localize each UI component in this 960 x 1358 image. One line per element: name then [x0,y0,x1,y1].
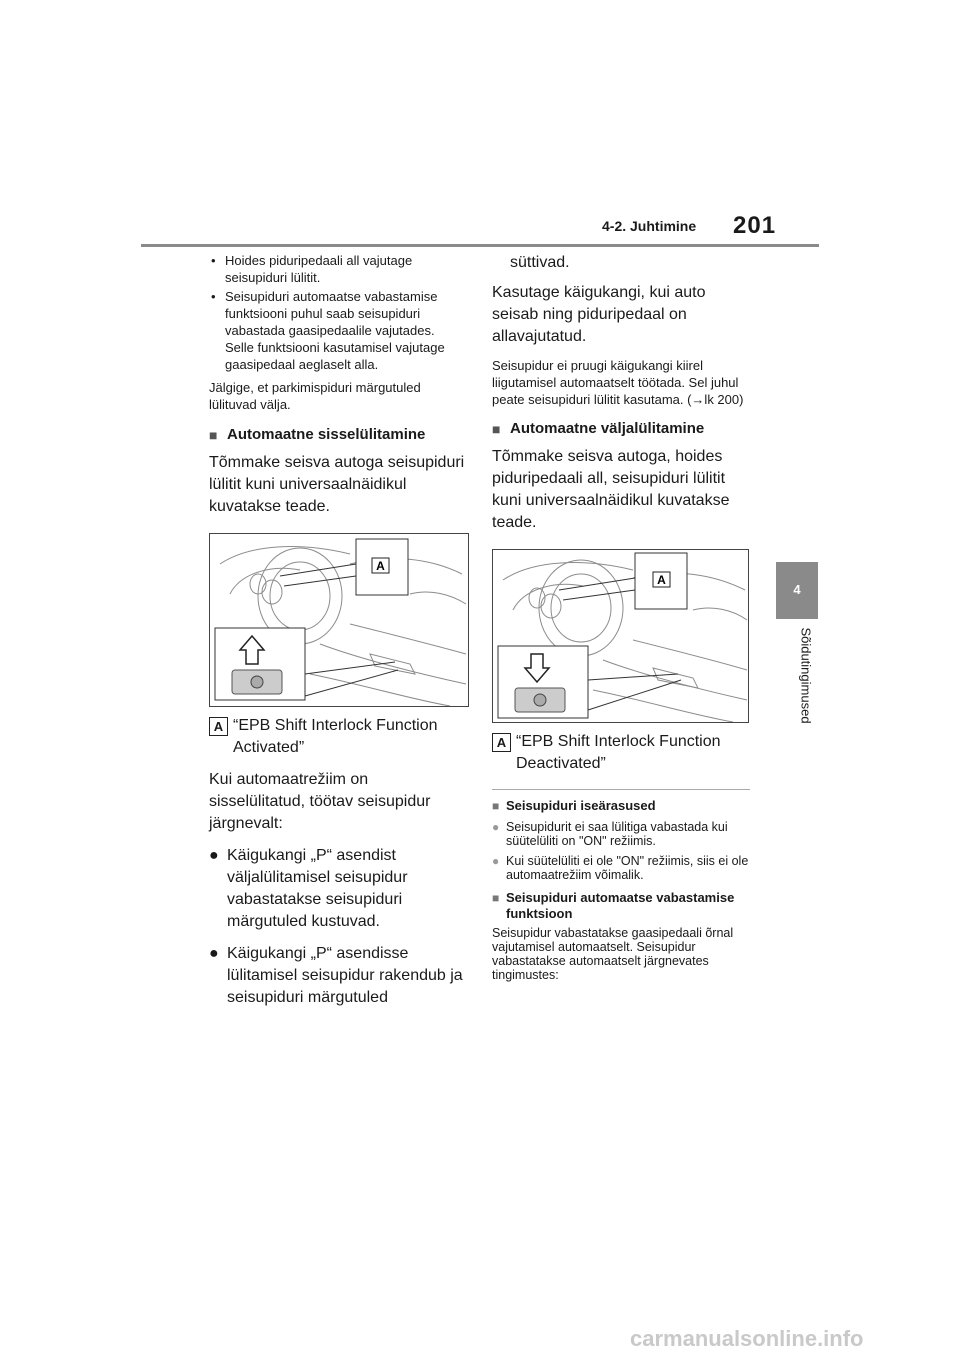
note-heading: ■ Seisupiduri iseärasused [492,798,656,813]
bullet-dot-icon: ● [492,820,500,834]
steering-console-illustration [210,534,468,706]
bullet-item: • Seisupiduri automaatse vabastamise funktsiooni puhul saab seisupiduri vabastada gaasipedaalile vajutades. Selle funktsiooni kasutamisel vajutage gaasipedaal aeglaselt alla. [209,288,467,373]
callout-label: A [209,717,228,736]
chapter-label: Sõidutingimused [798,627,814,724]
page-number: 201 [733,212,777,239]
note-paragraph: Seisupidur vabastatakse gaasipedaali õrnal vajutamisel automaatselt. Seisupidur vabastatakse automaatselt järgnevates tingimustes: [492,926,734,982]
note-item: ● Kui süütelüliti ei ole "ON" režiimis, siis ei ole automaatrežiim võimalik. [492,854,749,882]
watermark: carmanualsonline.info [630,1326,864,1351]
square-bullet-icon: ■ [492,891,500,905]
bullet-item: • Hoides piduripedaali all vajutage seisupiduri lülitit. [209,252,467,286]
steering-console-illustration [493,550,748,722]
chapter-number: 4 [793,582,801,597]
intro-paragraph: Tõmmake seisva autoga seisupiduri lülitit kuni universaalnäidikul kuvatakse teade. [209,454,465,515]
list-item: ● Käigukangi „P“ asendist väljalülitamisel seisupidur vabastatakse seisupiduri märgutuled kustuvad. [209,847,408,930]
bullet-dot-icon: ● [209,847,219,864]
notes-box [492,789,750,982]
callout-caption: A “EPB Shift Interlock Function Activated” [209,715,467,759]
section-heading: ■ Automaatne sisselülitamine [209,426,426,443]
note-text: Jälgige, et parkimispiduri märgutuled lülituvad välja. [209,380,421,412]
note-text: Seisupidur ei pruugi käigukangi kiirel liigutamisel automaatselt töötada. Sel juhul peate seisupiduri lülitit kasutama. (→lk 200) [492,358,744,407]
list-item: ● Käigukangi „P“ asendisse lülitamisel seisupidur rakendub ja seisupiduri märgutuled [209,945,463,1006]
left-column [209,252,467,1009]
intro-paragraph: Tõmmake seisva autoga, hoides piduripedaali all, seisupiduri lülitit kuni universaalnäidikul kuvatakse teade. [492,448,730,531]
illustration-activate [209,533,469,707]
illustration-deactivate [492,549,749,723]
body-paragraph: Kui automaatrežiim on sisselülitatud, töötav seisupidur järgnevalt: [209,771,431,832]
note-heading: ■ Seisupiduri automaatse vabastamise funktsioon [492,890,735,921]
bullet-dot-icon: ● [209,945,219,962]
header-rule [141,244,819,247]
svg-text:A: A [376,559,385,573]
continued-text: süttivad. [510,254,570,271]
bullet-dot-icon: ● [492,854,500,868]
section-heading: ■ Automaatne väljalülitamine [492,420,705,437]
square-bullet-icon: ■ [492,421,501,437]
body-paragraph: Kasutage käigukangi, kui auto seisab ning piduripedaal on allavajutatud. [492,284,706,345]
square-bullet-icon: ■ [492,799,500,813]
callout-caption: A “EPB Shift Interlock Function Deactivated” [492,731,750,775]
right-column [492,252,750,982]
section-title: 4-2. Juhtimine [602,218,697,234]
note-item: ● Seisupidurit ei saa lülitiga vabastada kui süütelüliti on "ON" režiimis. [492,820,728,848]
callout-label: A [492,733,511,752]
svg-text:A: A [657,573,666,587]
square-bullet-icon: ■ [209,427,218,443]
